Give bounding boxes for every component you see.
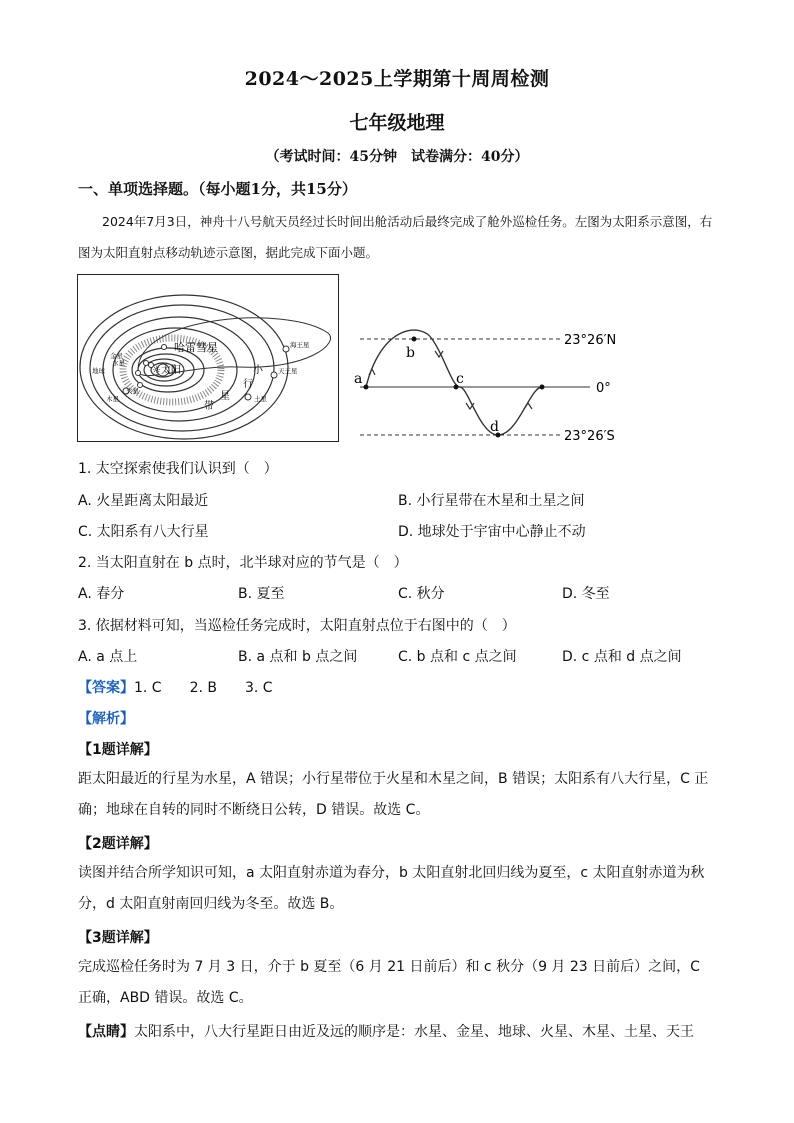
q3-option-d: D. c 点和 d 点之间 [562,649,682,665]
q3-analysis-label: 【3题详解】 [78,930,158,946]
q3-option-b: B. a 点和 b 点之间 [238,649,358,665]
label-c: c [456,371,464,387]
subsolar-trajectory-figure [352,325,642,447]
q2-option-c: C. 秋分 [398,586,445,602]
belt-label-4: 带 [204,401,214,412]
earth-dot [136,371,141,376]
trajectory-curve [366,330,542,435]
answer-line [78,677,273,697]
question-1-stem: 1. 太空探索使我们认识到（ ） [78,461,278,477]
q2-option-a: A. 春分 [78,586,125,602]
label-tropic-capricorn: 23°26′S [564,429,615,444]
q2-analysis-label: 【2题详解】 [78,836,158,852]
solar-system-diagram [78,275,338,441]
subsolar-diagram [352,325,642,447]
saturn-dot [245,394,251,400]
exam-info: （考试时间：45分钟 试卷满分：40分） [265,149,529,165]
neptune-dot [283,346,289,352]
point-end [540,385,545,390]
label-b: b [406,345,415,361]
q1-option-c: C. 太阳系有八大行星 [78,524,209,540]
exam-title: 2024～2025上学期第十周周检测 [244,68,550,90]
tip-line [78,1021,694,1041]
arrow-1 [369,369,375,375]
solar-system-figure [77,274,339,442]
q1-analysis-text: 距太阳最近的行星为水星，A 错误；小行星带位于火星和木星之间，B 错误；太阳系有八大行星，C 正确；地球在自转的同时不断绕日公转，D 错误。故选 C。 [78,771,709,818]
q2-option-b: B. 夏至 [238,586,285,602]
saturn-label: 土星 [254,395,267,403]
comet-label: 哈雷彗星 [174,341,218,354]
venus-dot [144,361,149,366]
venus-label: 金星 [110,352,123,360]
label-equator: 0° [596,381,611,396]
earth-label: 地球 [92,367,105,375]
point-b [412,337,417,342]
q2-analysis-text: 读图并结合所学知识可知，a 太阳直射赤道为春分，b 太阳直射北回归线为夏至，c 太阳直射赤道为秋分，d 太阳直射南回归线为冬至。故选 B。 [78,865,705,912]
mars-label: 火星 [126,387,139,395]
uranus-label: 天王星 [278,367,298,375]
answer-label: 【答案】 [78,680,134,696]
jupiter-label: 木星 [106,395,119,403]
question-3-stem: 3. 依据材料可知，当巡检任务完成时，太阳直射点位于右图中的（ ） [78,618,516,634]
tip-label: 【点睛】 [78,1024,134,1040]
q1-option-a: A. 火星距离太阳最近 [78,493,209,509]
q1-analysis-label: 【1题详解】 [78,742,158,758]
comet-nucleus [162,345,167,350]
uranus-dot [271,372,277,378]
point-a [364,385,369,390]
q1-option-d: D. 地球处于宇宙中心静止不动 [398,524,586,540]
belt-label-3: 星 [220,391,230,402]
q1-option-b: B. 小行星带在木星和土星之间 [398,493,585,509]
q3-option-c: C. b 点和 c 点之间 [398,649,517,665]
subject-title: 七年级地理 [349,112,445,134]
label-d: d [490,419,499,435]
q2-option-d: D. 冬至 [562,586,610,602]
q3-analysis-text: 完成巡检任务时为 7 月 3 日，介于 b 夏至（6 月 21 日前后）和 c 秋分（9 月 23 日前后）之间，C 正确，ABD 错误。故选 C。 [78,959,700,1006]
section-intro: 2024年7月3日，神舟十八号航天员经过长时间出舱活动后最终完成了舱外巡检任务。左图为太阳系示意图，右图为太阳直射点移动轨迹示意图，据此完成下面小题。 [78,214,713,260]
mercury-label: 水星 [112,359,125,367]
tip-text: 太阳系中，八大行星距日由近及远的顺序是：水星、金星、地球、火星、木星、土星、天王 [134,1024,694,1040]
q3-option-a: A. a 点上 [78,649,138,665]
belt-label-2: 行 [243,379,253,390]
sun-label: ☼太阳 [152,365,181,376]
label-tropic-cancer: 23°26′N [564,333,617,348]
analysis-label: 【解析】 [78,711,134,727]
neptune-label: 海王星 [290,341,310,349]
section-heading: 一、单项选择题。（每小题1分，共15分） [78,180,357,198]
question-2-stem: 2. 当太阳直射在 b 点时，北半球对应的节气是（ ） [78,555,408,571]
belt-label-1: 小 [253,365,263,376]
answer-text: 1. C 2. B 3. C [134,680,273,696]
label-a: a [354,371,363,387]
